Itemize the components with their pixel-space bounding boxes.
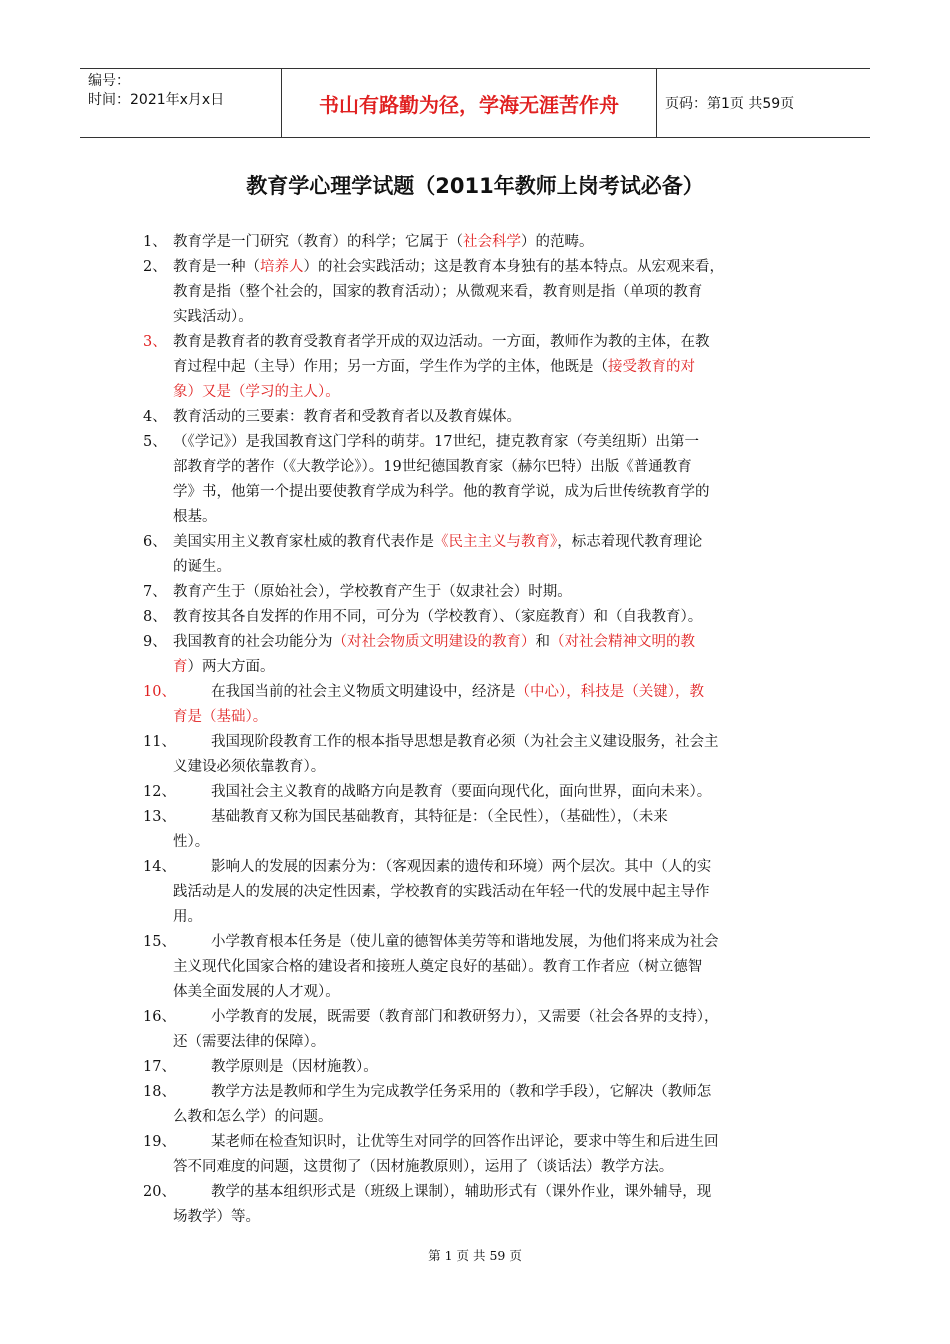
item-text: [173, 1130, 813, 1180]
text-line: 小学教育根本任务是（使儿童的德智体美劳等和谐地发展，为他们将来成为社会: [211, 934, 719, 950]
text-line: 还（需要法律的保障）。: [173, 1034, 326, 1050]
text-line: 教学原则是（因材施教）。: [211, 1059, 378, 1075]
text-line: [173, 705, 813, 730]
item-text: [173, 255, 813, 330]
list-item: [143, 530, 813, 580]
text-line: 用。: [173, 909, 202, 925]
text-line: 教学方法是教师和学生为完成教学任务采用的（教和学手段），它解决（教师怎: [211, 1084, 712, 1100]
item-number: 20、: [143, 1184, 176, 1200]
list-item: [143, 730, 813, 780]
list-item: [143, 1180, 813, 1230]
text-line: 根基。: [173, 509, 217, 525]
list-item: [143, 330, 813, 405]
highlight-text: 培养人: [260, 259, 304, 275]
item-text: [211, 780, 813, 805]
text-line: 教育活动的三要素：教育者和受教育者以及教育媒体。: [173, 409, 521, 425]
item-number: 13、: [143, 809, 176, 825]
list-item: [143, 1005, 813, 1055]
text-line: 某老师在检查知识时，让优等生对同学的回答作出评论，要求中等生和后进生回: [211, 1134, 719, 1150]
item-number: 19、: [143, 1134, 176, 1150]
text-line: 性）。: [173, 834, 210, 850]
highlight-text: 接受教育的对: [608, 359, 695, 375]
item-text: [173, 805, 813, 855]
text-line: 育）两大方面。: [173, 659, 275, 675]
item-text: [173, 330, 813, 405]
text-line: 我国社会主义教育的战略方向是教育（要面向现代化，面向世界，面向未来）。: [211, 784, 712, 800]
item-number: 17、: [143, 1059, 176, 1075]
question-list: [143, 230, 813, 1230]
item-text: [173, 580, 813, 605]
item-number: 15、: [143, 934, 176, 950]
list-item: [143, 680, 813, 730]
code-label: 编号：: [88, 73, 130, 89]
text-line: 教育是一种（培养人）的社会实践活动；这是教育本身独有的基本特点。从宏观来看，: [173, 259, 724, 275]
highlight-text: 育: [173, 659, 188, 675]
item-text: [173, 930, 813, 1005]
text-line: 践活动是人的发展的决定性因素，学校教育的实践活动在年轻一代的发展中起主导作: [173, 884, 710, 900]
item-number: 10、: [143, 684, 176, 700]
text-line: 义建设必须依靠教育）。: [173, 759, 326, 775]
document-title: 教育学心理学试题（2011年教师上岗考试必备）: [246, 174, 704, 198]
text-line: 影响人的发展的因素分为：（客观因素的遗传和环境）两个层次。其中（人的实: [211, 859, 712, 875]
text-line: 么教和怎么学）的问题。: [173, 1109, 333, 1125]
time-label: 时间：2021年x月x日: [88, 92, 225, 108]
item-number: 16、: [143, 1009, 176, 1025]
item-text: [173, 430, 813, 530]
text-line: 场教学）等。: [173, 1209, 260, 1225]
highlight-text: 育是（基础）。: [173, 709, 268, 725]
item-text: [173, 630, 813, 680]
text-line: 教育产生于（原始社会），学校教育产生于（奴隶社会）时期。: [173, 584, 572, 600]
list-item: [143, 1080, 813, 1130]
item-text: [173, 530, 813, 580]
item-text: [173, 730, 813, 780]
header-meta: [80, 69, 282, 137]
text-line: 教育学是一门研究（教育）的科学；它属于（社会科学）的范畴。: [173, 234, 594, 250]
text-line: 体美全面发展的人才观）。: [173, 984, 340, 1000]
item-number: 12、: [143, 784, 176, 800]
text-line: [173, 380, 813, 405]
text-line: （《学记》）是我国教育这门学科的萌芽。17世纪，捷克教育家（夸美纽斯）出第一: [173, 434, 699, 450]
highlight-text: （对社会精神文明的教: [550, 634, 695, 650]
text-line: 小学教育的发展，既需要（教育部门和教研努力），又需要（社会各界的支持），: [211, 1009, 719, 1025]
text-line: 主义现代化国家合格的建设者和接班人奠定良好的基础）。教育工作者应（树立德智: [173, 959, 703, 975]
highlight-text: 社会科学: [463, 234, 521, 250]
item-number: 6、: [143, 534, 167, 550]
list-item: [143, 780, 813, 805]
item-text: [173, 680, 813, 730]
item-number: 7、: [143, 584, 167, 600]
list-item: [143, 630, 813, 680]
page-header: [80, 68, 870, 138]
text-line: 在我国当前的社会主义物质文明建设中，经济是（中心），科技是（关键），教: [211, 684, 704, 700]
text-line: 育过程中起（主导）作用；另一方面，学生作为学的主体，他既是（接受教育的对: [173, 359, 695, 375]
highlight-text: 象）又是（学习的主人）。: [173, 384, 340, 400]
list-item: [143, 930, 813, 1005]
text-line: 我国现阶段教育工作的根本指导思想是教育必须（为社会主义建设服务，社会主: [211, 734, 719, 750]
item-text: [173, 1005, 813, 1055]
item-number: 11、: [143, 734, 176, 750]
highlight-text: 《民主主义与教育》: [434, 534, 558, 550]
list-item: [143, 580, 813, 605]
text-line: 教学的基本组织形式是（班级上课制），辅助形式有（课外作业，课外辅导，现: [211, 1184, 712, 1200]
text-line: 实践活动）。: [173, 309, 253, 325]
highlight-text: （对社会物质文明建设的教育）: [332, 634, 536, 650]
list-item: [143, 255, 813, 330]
item-text: [173, 855, 813, 930]
item-text: [173, 1080, 813, 1130]
list-item: [143, 430, 813, 530]
text-line: 部教育学的著作（《大教学论》）。19世纪德国教育家（赫尔巴特）出版《普通教育: [173, 459, 692, 475]
header-motto: 书山有路勤为径，学海无涯苦作舟: [282, 69, 657, 137]
text-line: 基础教育又称为国民基础教育，其特征是：（全民性），（基础性），（未来: [211, 809, 668, 825]
list-item: [143, 805, 813, 855]
item-number: 3、: [143, 334, 167, 350]
item-number: 4、: [143, 409, 167, 425]
text-line: 教育按其各自发挥的作用不同，可分为（学校教育）、（家庭教育）和（自我教育）。: [173, 609, 703, 625]
item-number: 9、: [143, 634, 167, 650]
text-line: 教育是指（整个社会的，国家的教育活动）；从微观来看，教育则是指（单项的教育: [173, 284, 703, 300]
text-line: 教育是教育者的教育受教育者学开成的双边活动。一方面，教师作为教的主体，在教: [173, 334, 710, 350]
list-item: [143, 405, 813, 430]
header-page-label: 页码：第1页 共59页: [665, 96, 795, 112]
text-line: 答不同难度的问题，这贯彻了（因材施教原则），运用了（谈话法）教学方法。: [173, 1159, 674, 1175]
text-line: 学》书，他第一个提出要使教育学成为科学。他的教育学说，成为后世传统教育学的: [173, 484, 710, 500]
item-number: 1、: [143, 234, 167, 250]
list-item: [143, 230, 813, 255]
item-number: 2、: [143, 259, 167, 275]
list-item: [143, 605, 813, 630]
item-text: [211, 1055, 813, 1080]
item-number: 8、: [143, 609, 167, 625]
highlight-text: （中心），科技是（关键），教: [515, 684, 704, 700]
item-number: 5、: [143, 434, 167, 450]
item-text: [173, 1180, 813, 1230]
text-line: 美国实用主义教育家杜威的教育代表作是《民主主义与教育》，标志着现代教育理论: [173, 534, 703, 550]
list-item: [143, 1130, 813, 1180]
list-item: [143, 1055, 813, 1080]
item-text: [173, 405, 813, 430]
item-number: 14、: [143, 859, 176, 875]
item-text: [173, 605, 813, 630]
text-line: 我国教育的社会功能分为（对社会物质文明建设的教育）和（对社会精神文明的教: [173, 634, 695, 650]
list-item: [143, 855, 813, 930]
item-number: 18、: [143, 1084, 176, 1100]
page-footer: 第 1 页 共 59 页: [428, 1248, 522, 1263]
text-line: 的诞生。: [173, 559, 231, 575]
item-text: [173, 230, 813, 255]
